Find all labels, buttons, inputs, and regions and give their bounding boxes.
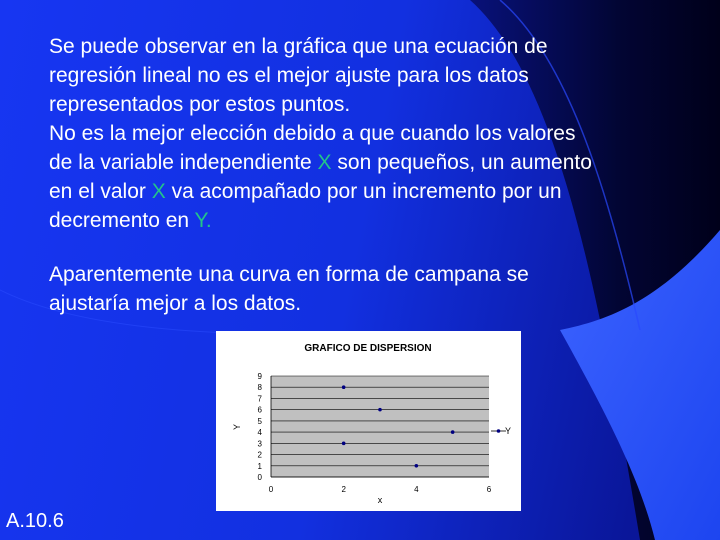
text-line	[49, 148, 689, 177]
text-line: ajustaría mejor a los datos.	[49, 292, 302, 315]
text-line: regresión lineal no es el mejor ajuste para los datos	[49, 64, 529, 87]
y-tick-label: 8	[257, 383, 262, 393]
legend-marker	[497, 429, 501, 433]
x-tick-label: 4	[414, 485, 419, 494]
text-segment: en el valor	[49, 180, 152, 203]
data-point	[451, 430, 455, 434]
chart-svg	[216, 331, 521, 511]
x-tick-label: 6	[486, 485, 492, 494]
text-line	[49, 206, 689, 235]
text-segment: de la variable independiente	[49, 151, 318, 174]
chart-title: GRAFICO DE DISPERSION	[304, 343, 432, 354]
variable-y: Y	[194, 209, 206, 232]
text-segment: son pequeños, un aumento	[331, 151, 592, 174]
y-tick-label: 0	[257, 473, 262, 482]
text-segment: .	[205, 209, 212, 232]
x-axis-label: x	[377, 495, 383, 505]
y-tick-label: 4	[257, 428, 262, 438]
data-point	[378, 408, 382, 412]
data-point	[415, 464, 419, 468]
x-tick-label: 0	[268, 485, 274, 494]
data-point	[342, 442, 346, 446]
y-tick-label: 9	[257, 372, 262, 381]
y-axis-label: Y	[232, 423, 242, 431]
text-line	[49, 177, 689, 206]
text-line: No es la mejor elección debido a que cuando los valores	[49, 122, 576, 145]
text-line: Se puede observar en la gráfica que una ecuación de	[49, 35, 548, 58]
scatter-chart	[216, 331, 521, 511]
y-tick-label: 1	[257, 461, 262, 471]
x-tick-label: 2	[341, 485, 346, 494]
y-tick-label: 2	[257, 450, 262, 460]
explanation-paragraph	[49, 32, 689, 235]
legend-label: Y	[505, 426, 512, 436]
y-tick-label: 5	[257, 416, 262, 426]
y-tick-label: 3	[257, 439, 262, 449]
text-line: representados por estos puntos.	[49, 93, 351, 116]
text-segment: va acompañado por un incremento por un	[165, 180, 562, 203]
conclusion-paragraph	[49, 260, 669, 318]
slide-number: A.10.6	[6, 510, 64, 532]
variable-x: X	[317, 151, 332, 174]
data-point	[342, 385, 346, 389]
y-tick-label: 7	[257, 394, 262, 404]
variable-x: X	[151, 180, 166, 203]
text-segment: decremento en	[49, 209, 195, 232]
plot-area	[271, 376, 489, 477]
y-tick-label: 6	[257, 405, 262, 415]
text-line: Aparentemente una curva en forma de campana se	[49, 263, 529, 286]
